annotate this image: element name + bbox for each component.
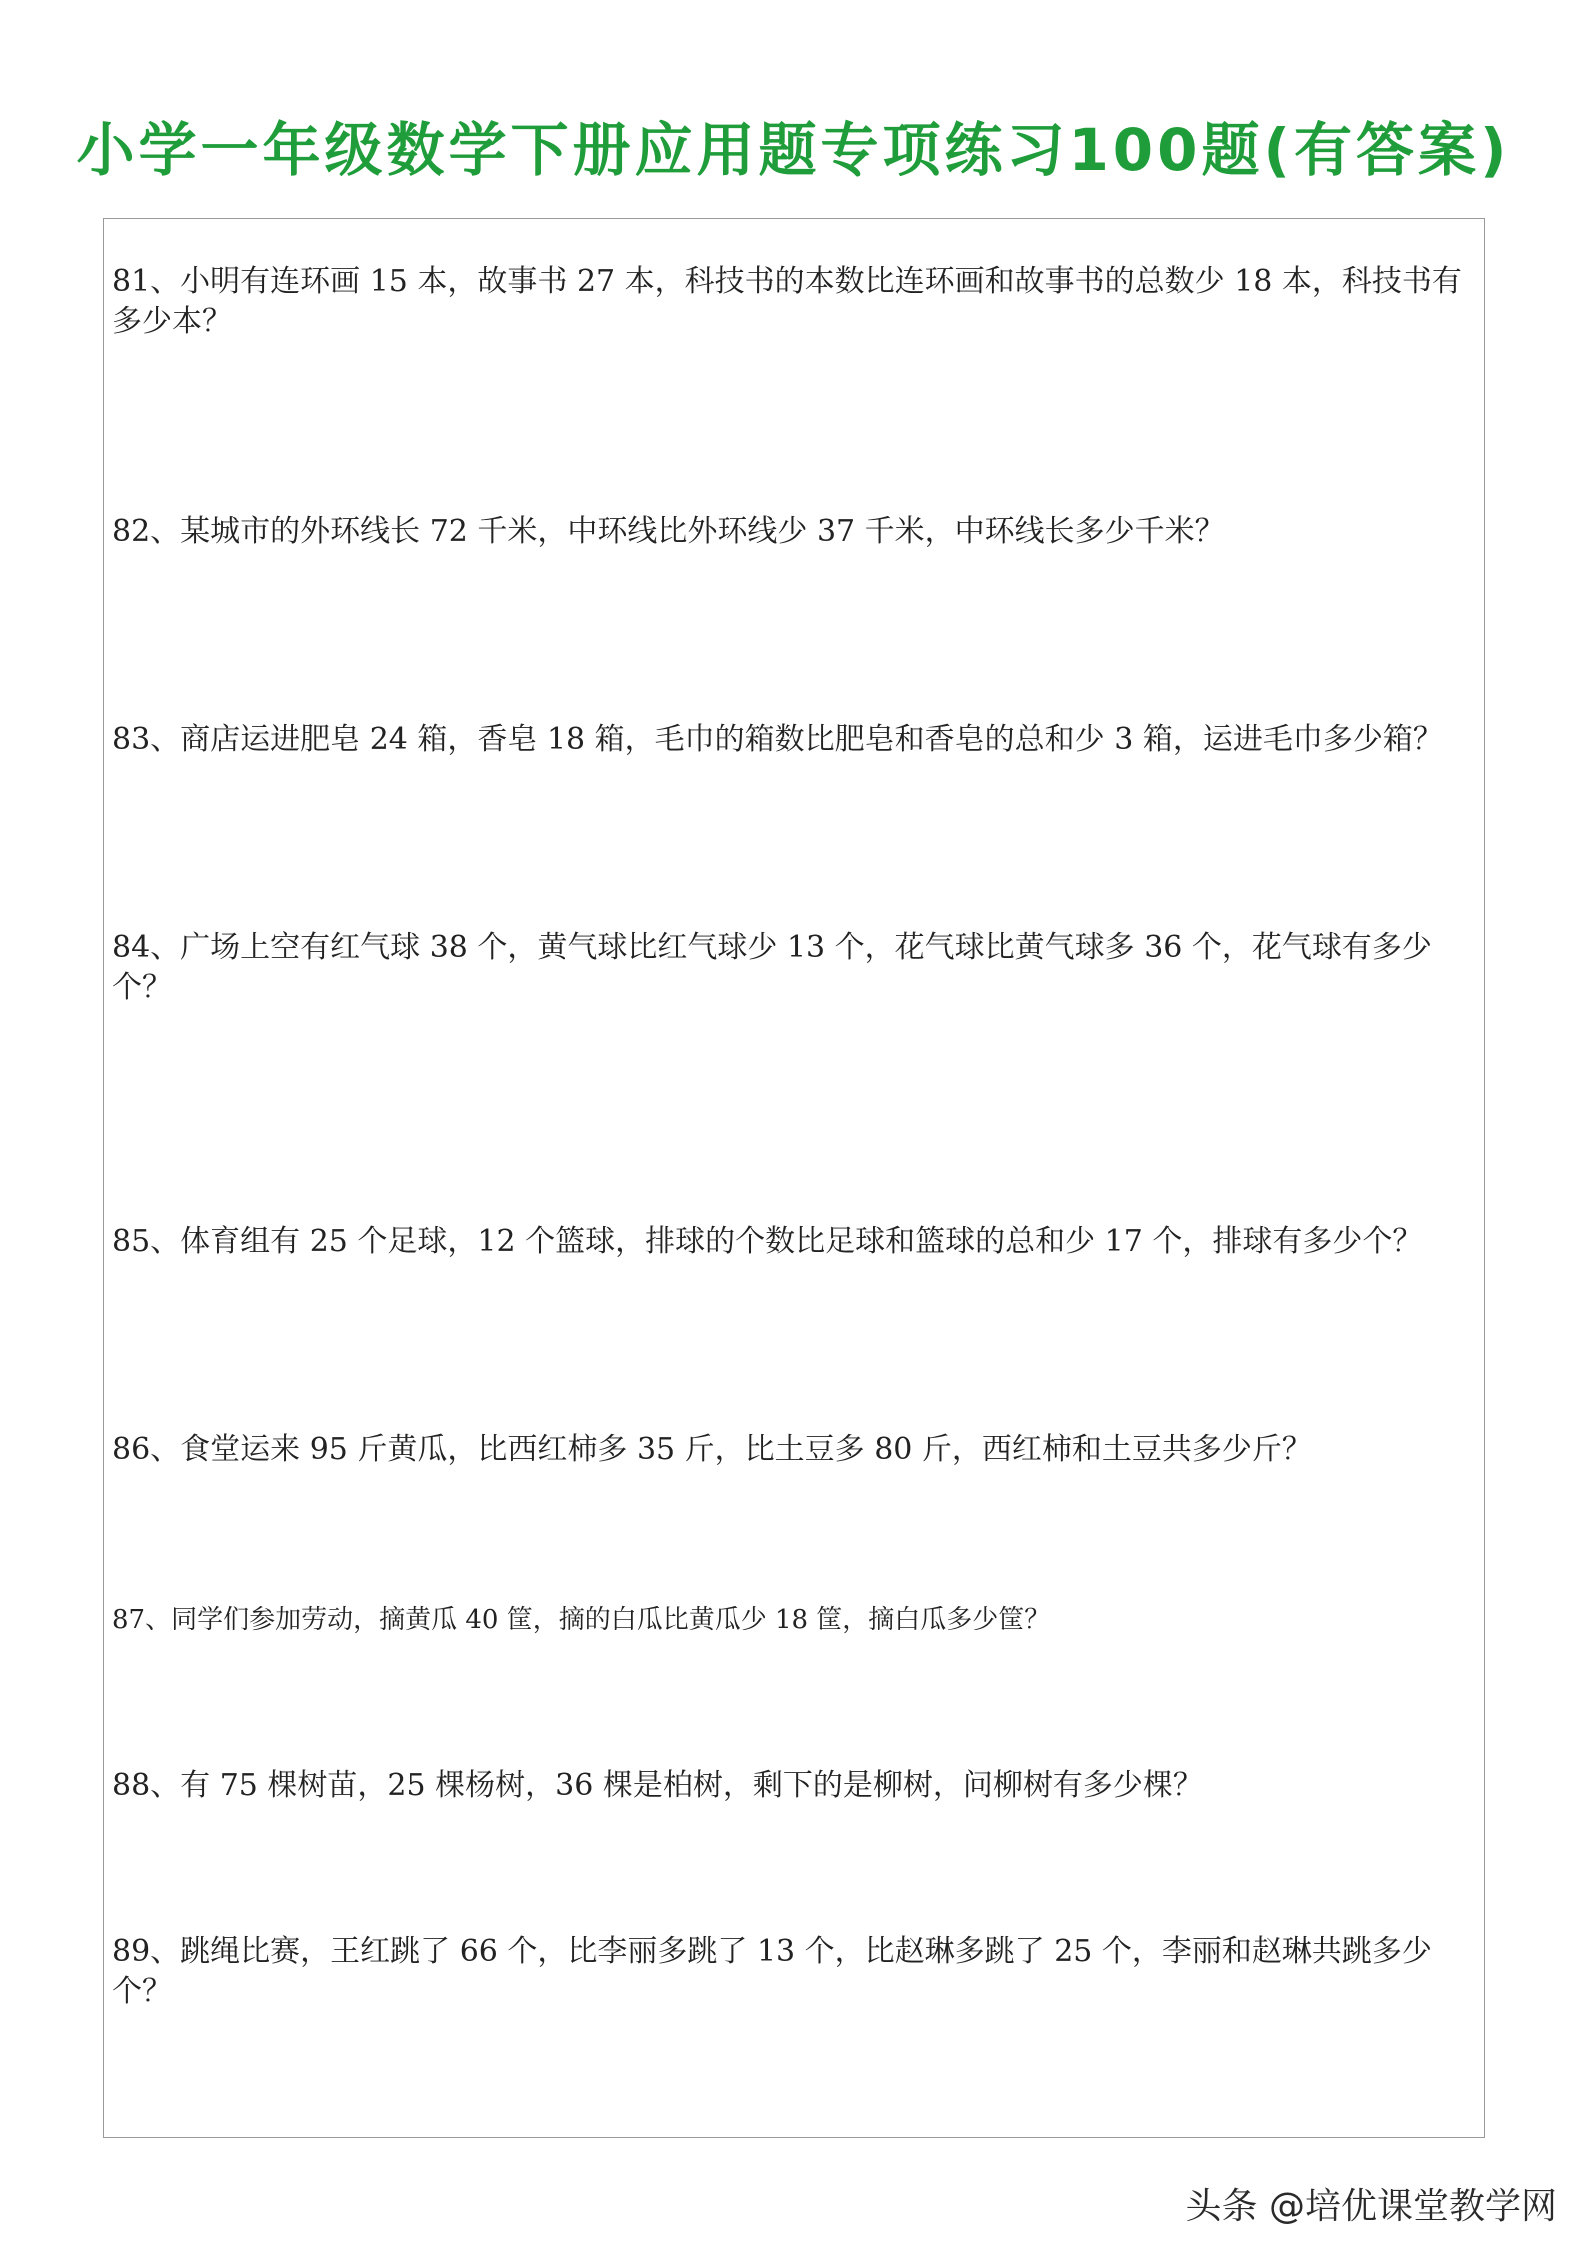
watermark: 头条 @培优课堂教学网 [1185, 2186, 1557, 2227]
question-81: 81、小明有连环画 15 本，故事书 27 本，科技书的本数比连环画和故事书的总数少 18 本，科技书有多少本？ [112, 264, 1462, 339]
question-84: 84、广场上空有红气球 38 个，黄气球比红气球少 13 个，花气球比黄气球多 36 个，花气球有多少个？ [112, 930, 1432, 1005]
question-89: 89、跳绳比赛，王红跳了 66 个，比李丽多跳了 13 个，比赵琳多跳了 25 个，李丽和赵琳共跳多少个？ [112, 1934, 1432, 2009]
question-87: 87、同学们参加劳动，摘黄瓜 40 筐，摘的白瓜比黄瓜少 18 筐，摘白瓜多少筐？ [112, 1605, 1051, 1635]
question-83: 83、商店运进肥皂 24 箱，香皂 18 箱，毛巾的箱数比肥皂和香皂的总和少 3 箱，运进毛巾多少箱？ [112, 722, 1443, 757]
question-88: 88、有 75 棵树苗，25 棵杨树，36 棵是柏树，剩下的是柳树，问柳树有多少棵？ [112, 1768, 1203, 1803]
question-82: 82、某城市的外环线长 72 千米，中环线比外环线少 37 千米，中环线长多少千米？ [112, 514, 1225, 549]
question-frame [103, 218, 1485, 2138]
question-85: 85、体育组有 25 个足球，12 个篮球，排球的个数比足球和篮球的总和少 17 个，排球有多少个？ [112, 1224, 1423, 1259]
page-title: 小学一年级数学下册应用题专项练习100题(有答案) [76, 116, 1511, 184]
question-86: 86、食堂运来 95 斤黄瓜，比西红柿多 35 斤，比土豆多 80 斤，西红柿和土豆共多少斤？ [112, 1432, 1312, 1467]
